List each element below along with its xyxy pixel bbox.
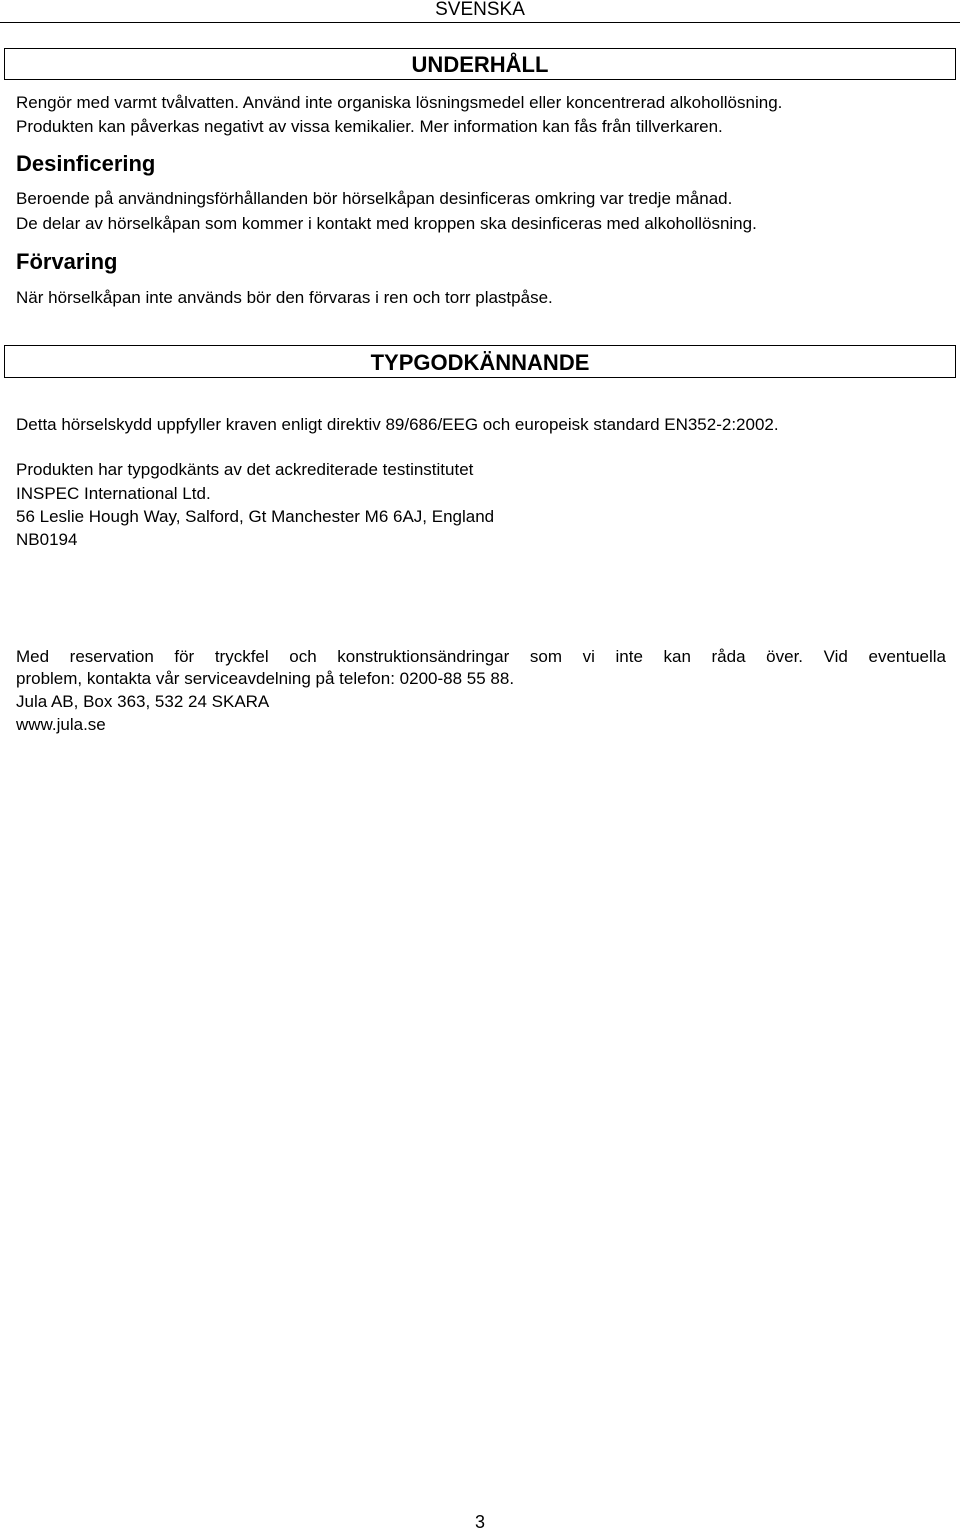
institute-line-3: 56 Leslie Hough Way, Salford, Gt Manchester M6 6AJ, England xyxy=(16,507,495,526)
company-website: www.jula.se xyxy=(16,715,106,734)
company-address: Jula AB, Box 363, 532 24 SKARA xyxy=(16,692,270,711)
cleaning-text-line-2: Produkten kan påverkas negativt av vissa kemikalier. Mer information kan fås från tillverkaren. xyxy=(16,117,723,136)
disinfection-heading: Desinficering xyxy=(16,151,156,176)
language-label: SVENSKA xyxy=(435,0,525,20)
page-header xyxy=(0,0,960,23)
storage-heading: Förvaring xyxy=(16,249,118,274)
disinfection-text-line-2: De delar av hörselkåpan som kommer i kontakt med kroppen ska desinficeras med alkohollösning. xyxy=(16,214,757,233)
disinfection-text-line-1: Beroende på användningsförhållanden bör hörselkåpan desinficeras omkring var tredje månad. xyxy=(16,189,733,208)
page-number: 3 xyxy=(474,1512,485,1532)
institute-line-2: INSPEC International Ltd. xyxy=(16,484,211,503)
institute-line-4: NB0194 xyxy=(16,530,78,549)
disclaimer-line-1: Med reservation för tryckfel och konstruktionsändringar som vi inte kan råda över. Vid eventuella xyxy=(16,647,946,666)
disclaimer-line-2: problem, kontakta vår serviceavdelning på telefon: 0200-88 55 88. xyxy=(16,669,515,688)
institute-line-1: Produkten har typgodkänts av det ackrediterade testinstitutet xyxy=(16,460,474,479)
cleaning-text-line-1: Rengör med varmt tvålvatten. Använd inte organiska lösningsmedel eller koncentrerad alkohollösning. xyxy=(16,93,783,112)
maintenance-heading: UNDERHÅLL xyxy=(4,48,956,80)
directive-text: Detta hörselskydd uppfyller kraven enligt direktiv 89/686/EEG och europeisk standard EN352-2:2002. xyxy=(16,415,779,434)
storage-text: När hörselkåpan inte används bör den förvaras i ren och torr plastpåse. xyxy=(16,288,553,307)
type-approval-heading: TYPGODKÄNNANDE xyxy=(4,345,956,378)
